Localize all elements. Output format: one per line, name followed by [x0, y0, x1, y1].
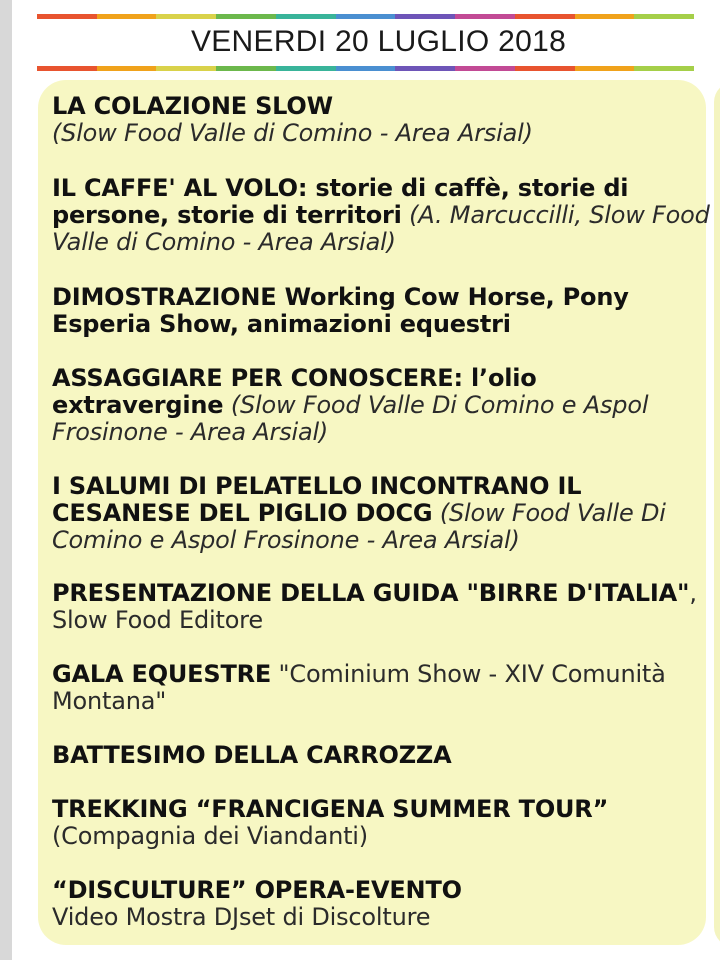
event-item [52, 877, 712, 931]
event-detail: (A. Marcuccilli, Slow Food Valle di Comino - Area Arsial) [52, 201, 710, 256]
event-title: I SALUMI DI PELATELLO INCONTRANO IL CESANESE DEL PIGLIO DOCG [52, 472, 582, 527]
event-title: ASSAGGIARE PER CONOSCERE: l’olio extravergine [52, 364, 537, 419]
stripe-segment [216, 66, 276, 71]
event-item [52, 473, 712, 554]
event-item [52, 284, 712, 338]
event-title: PRESENTAZIONE DELLA GUIDA "BIRRE D'ITALIA" [52, 579, 690, 607]
stripe-segment [97, 14, 157, 19]
event-detail: (Compagnia dei Viandanti) [52, 822, 368, 850]
stripe-segment [336, 14, 396, 19]
stripe-segment [276, 66, 336, 71]
stripe-segment [336, 66, 396, 71]
event-item [52, 796, 712, 850]
next-card-edge [714, 82, 720, 947]
bottom-color-stripe [37, 66, 694, 71]
event-item [52, 93, 712, 147]
stripe-segment [575, 14, 635, 19]
event-item [52, 580, 712, 634]
event-detail: (Slow Food Valle di Comino - Area Arsial) [52, 119, 533, 147]
stripe-segment [216, 14, 276, 19]
stripe-segment [156, 66, 216, 71]
event-detail: (Slow Food Valle Di Comino e Aspol Frosinone - Area Arsial) [52, 499, 666, 554]
stripe-segment [455, 14, 515, 19]
event-title: BATTESIMO DELLA CARROZZA [52, 741, 452, 769]
event-title: TREKKING “FRANCIGENA SUMMER TOUR” [52, 795, 609, 823]
date-heading: VENERDI 20 LUGLIO 2018 [190, 25, 567, 58]
event-title: IL CAFFE' AL VOLO: storie di caffè, storie di persone, storie di territori [52, 174, 629, 229]
event-detail: "Cominium Show - XIV Comunità Montana" [52, 660, 666, 715]
event-item [52, 175, 712, 256]
event-detail: Video Mostra DJset di Discolture [52, 903, 431, 931]
stripe-segment [575, 66, 635, 71]
left-page-edge [0, 0, 12, 960]
event-detail: (Slow Food Valle Di Comino e Aspol Frosinone - Area Arsial) [52, 391, 649, 446]
stripe-segment [515, 14, 575, 19]
event-title: “DISCULTURE” OPERA-EVENTO [52, 876, 462, 904]
stripe-segment [276, 14, 336, 19]
event-title: DIMOSTRAZIONE Working Cow Horse, Pony Esperia Show, animazioni equestri [52, 283, 629, 338]
event-title: LA COLAZIONE SLOW [52, 92, 333, 120]
event-item [52, 742, 712, 769]
stripe-segment [395, 14, 455, 19]
stripe-segment [515, 66, 575, 71]
stripe-segment [634, 66, 694, 71]
event-item [52, 365, 712, 446]
event-title: GALA EQUESTRE [52, 660, 272, 688]
stripe-segment [37, 66, 97, 71]
stripe-segment [37, 14, 97, 19]
stripe-segment [156, 14, 216, 19]
stripe-segment [634, 14, 694, 19]
stripe-segment [97, 66, 157, 71]
event-detail: , Slow Food Editore [52, 579, 697, 634]
event-item [52, 661, 712, 715]
top-color-stripe [37, 14, 694, 19]
stripe-segment [395, 66, 455, 71]
stripe-segment [455, 66, 515, 71]
